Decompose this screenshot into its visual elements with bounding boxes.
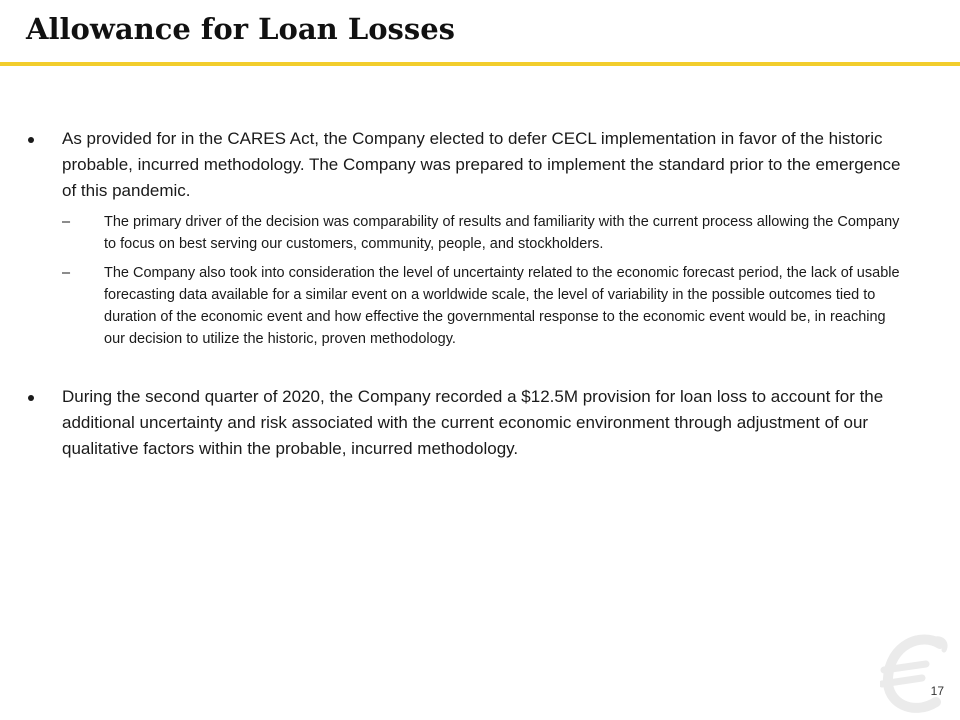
- slide-number: 17: [930, 684, 944, 698]
- bullet-text: During the second quarter of 2020, the Company recorded a $12.5M provision for loan loss to account for the additional uncertainty and risk associated with the current economic environment through adjustment of our qualitative factors within the probable, incurred methodology.: [62, 387, 884, 458]
- title-underline: [0, 62, 960, 66]
- company-logo-watermark-icon: [880, 634, 952, 716]
- bullet-icon: [28, 395, 34, 401]
- bullet-item: [28, 384, 904, 462]
- sub-bullet-item: [28, 262, 904, 350]
- bullet-icon: [28, 137, 34, 143]
- dash-icon: –: [62, 265, 71, 281]
- bullet-item: [28, 126, 904, 204]
- sub-bullet-item: [28, 211, 904, 255]
- slide-title: Allowance for Loan Losses: [26, 12, 455, 46]
- sub-bullet-text: The primary driver of the decision was comparability of results and familiarity with the current process allowing the Company to focus on best serving our customers, community, people, and stockholders.: [104, 214, 900, 252]
- sub-bullet-text: The Company also took into consideration the level of uncertainty related to the economic forecast period, the lack of usable forecasting data available for a similar event on a worldwide scale, the level of variability in the possible outcomes tied to duration of the economic event and how effective the governmental response to the economic event would be, in reaching our decision to utilize the historic, proven methodology.: [104, 265, 900, 347]
- dash-icon: –: [62, 214, 71, 230]
- slide-body: [28, 126, 904, 462]
- bullet-text: As provided for in the CARES Act, the Company elected to defer CECL implementation in favor of the historic probable, incurred methodology. The Company was prepared to implement the standard prior to the emergence of this pandemic.: [62, 129, 901, 200]
- sub-bullet-list: [28, 211, 904, 350]
